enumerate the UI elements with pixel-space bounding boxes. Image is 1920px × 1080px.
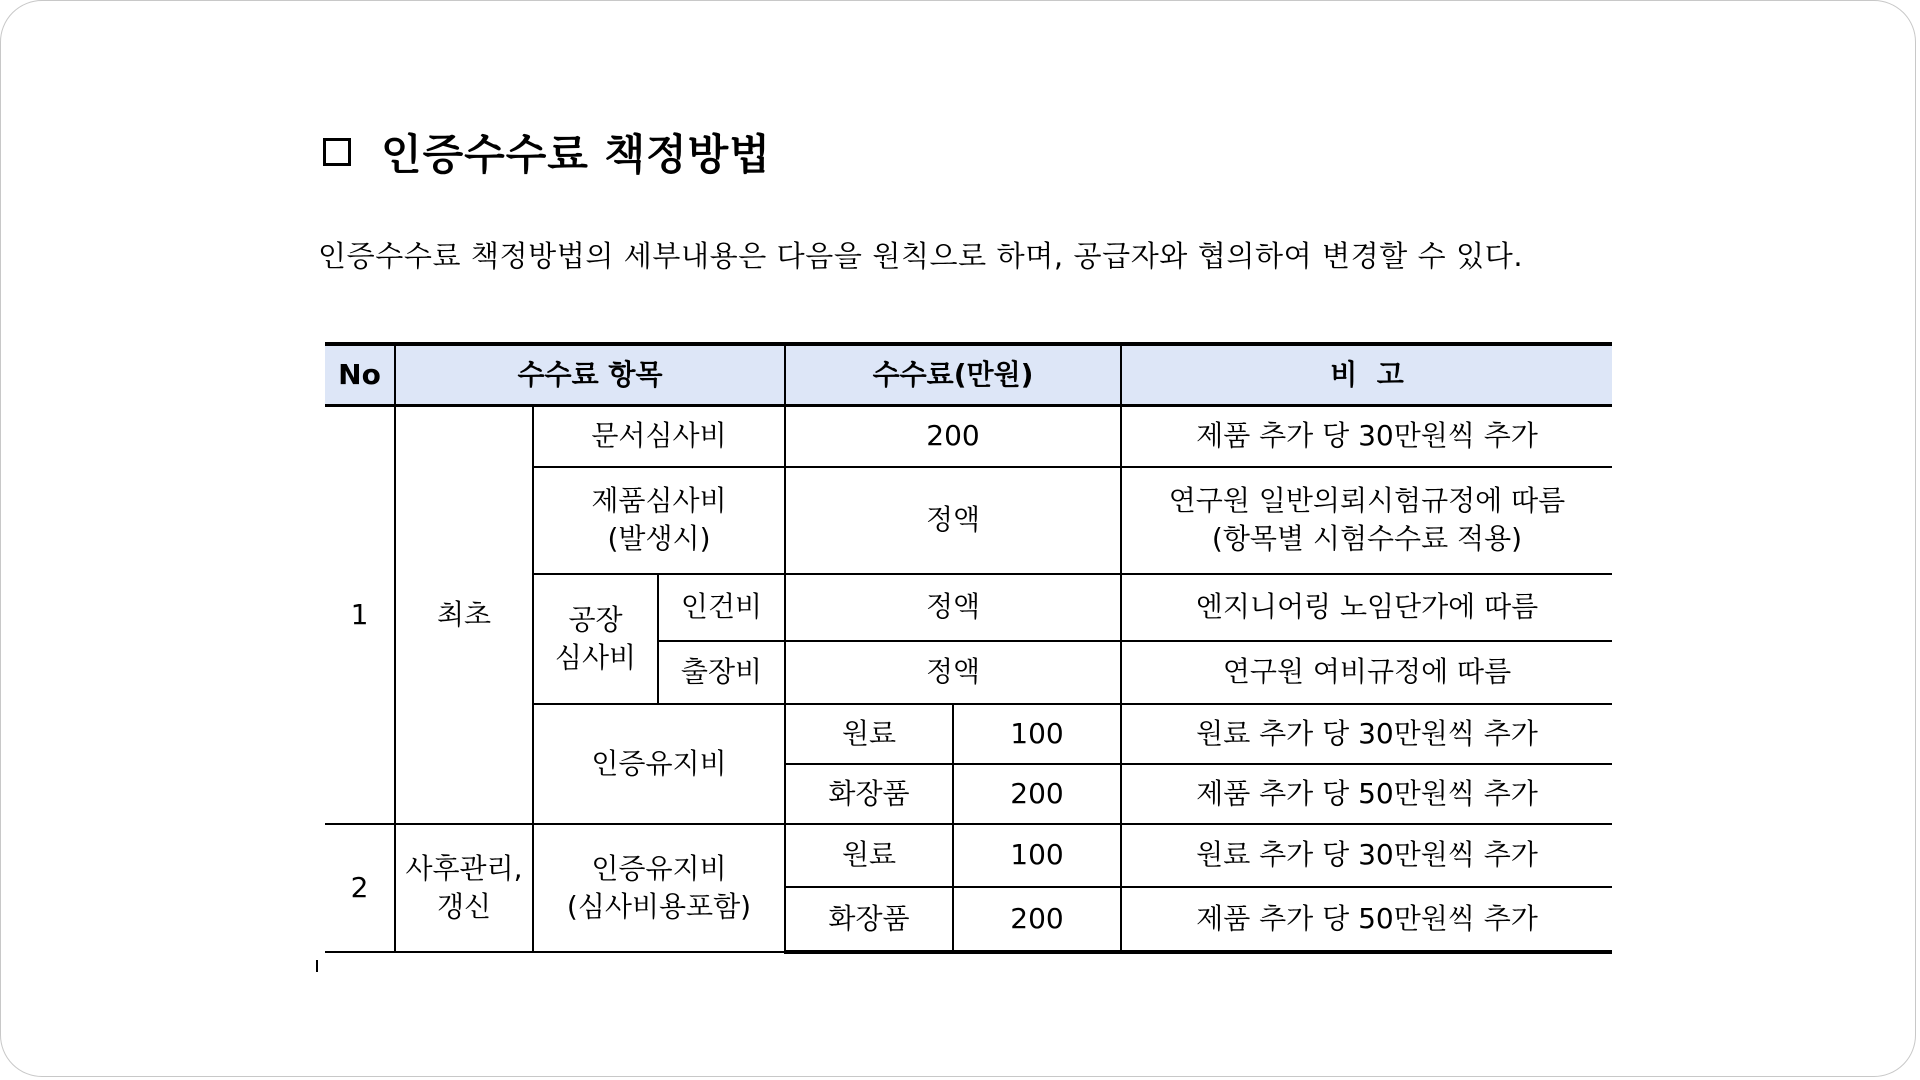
fee-cell: 정액 — [785, 574, 1121, 641]
type-cell: 원료 — [785, 704, 953, 764]
note-cell: 제품 추가 당 30만원씩 추가 — [1121, 406, 1612, 467]
intro-paragraph: 인증수수료 책정방법의 세부내용은 다음을 원칙으로 하며, 공급자와 협의하여 변경할 수 있다. — [318, 239, 1524, 273]
item-line: (발생시) — [607, 522, 711, 555]
type-cell: 원료 — [785, 824, 953, 887]
note-line: 연구원 일반의뢰시험규정에 따름 — [1168, 484, 1566, 518]
note-cell — [1121, 467, 1612, 574]
note-line: (항목별 시험수수료 적용) — [1211, 522, 1523, 555]
heading-text: 인증수수료 책정방법 — [381, 130, 771, 179]
item-cell: 출장비 — [658, 641, 785, 704]
note-cell: 제품 추가 당 50만원씩 추가 — [1121, 887, 1612, 952]
factory-line: 공장 — [568, 602, 623, 636]
text-cursor — [316, 960, 318, 972]
item-cell — [533, 824, 785, 952]
fee-cell: 정액 — [785, 467, 1121, 574]
fee-cell: 200 — [953, 887, 1121, 952]
fee-table — [325, 342, 1612, 954]
category-cell: 최초 — [395, 406, 533, 824]
item-line: 제품심사비 — [591, 484, 727, 518]
note-cell: 원료 추가 당 30만원씩 추가 — [1121, 704, 1612, 764]
item-line: (심사비용포함) — [566, 889, 752, 923]
item-cell — [533, 467, 785, 574]
checkbox-square-icon — [323, 138, 351, 166]
fee-cell: 200 — [785, 406, 1121, 467]
item-line: 인증유지비 — [591, 851, 727, 885]
category-line: 사후관리, — [405, 851, 523, 885]
table-row — [325, 824, 1612, 887]
type-cell: 화장품 — [785, 887, 953, 952]
table-row — [325, 406, 1612, 467]
item-cell: 문서심사비 — [533, 406, 785, 467]
note-cell: 연구원 여비규정에 따름 — [1121, 641, 1612, 704]
category-line: 갱신 — [436, 889, 492, 923]
note-cell: 엔지니어링 노임단가에 따름 — [1121, 574, 1612, 641]
type-cell: 화장품 — [785, 764, 953, 824]
section-heading — [323, 122, 771, 182]
table-header-row — [325, 344, 1612, 406]
header-no: No — [325, 344, 395, 406]
item-cell: 인건비 — [658, 574, 785, 641]
row-no: 2 — [325, 824, 395, 952]
row-no: 1 — [325, 406, 395, 824]
factory-label-cell — [533, 574, 658, 704]
item-cell: 인증유지비 — [533, 704, 785, 824]
fee-cell: 200 — [953, 764, 1121, 824]
factory-line: 심사비 — [554, 640, 637, 674]
category-cell — [395, 824, 533, 952]
header-note: 비 고 — [1121, 344, 1612, 406]
fee-cell: 정액 — [785, 641, 1121, 704]
fee-cell: 100 — [953, 704, 1121, 764]
header-item: 수수료 항목 — [395, 344, 785, 406]
fee-cell: 100 — [953, 824, 1121, 887]
note-cell: 원료 추가 당 30만원씩 추가 — [1121, 824, 1612, 887]
header-fee: 수수료(만원) — [785, 344, 1121, 406]
note-cell: 제품 추가 당 50만원씩 추가 — [1121, 764, 1612, 824]
